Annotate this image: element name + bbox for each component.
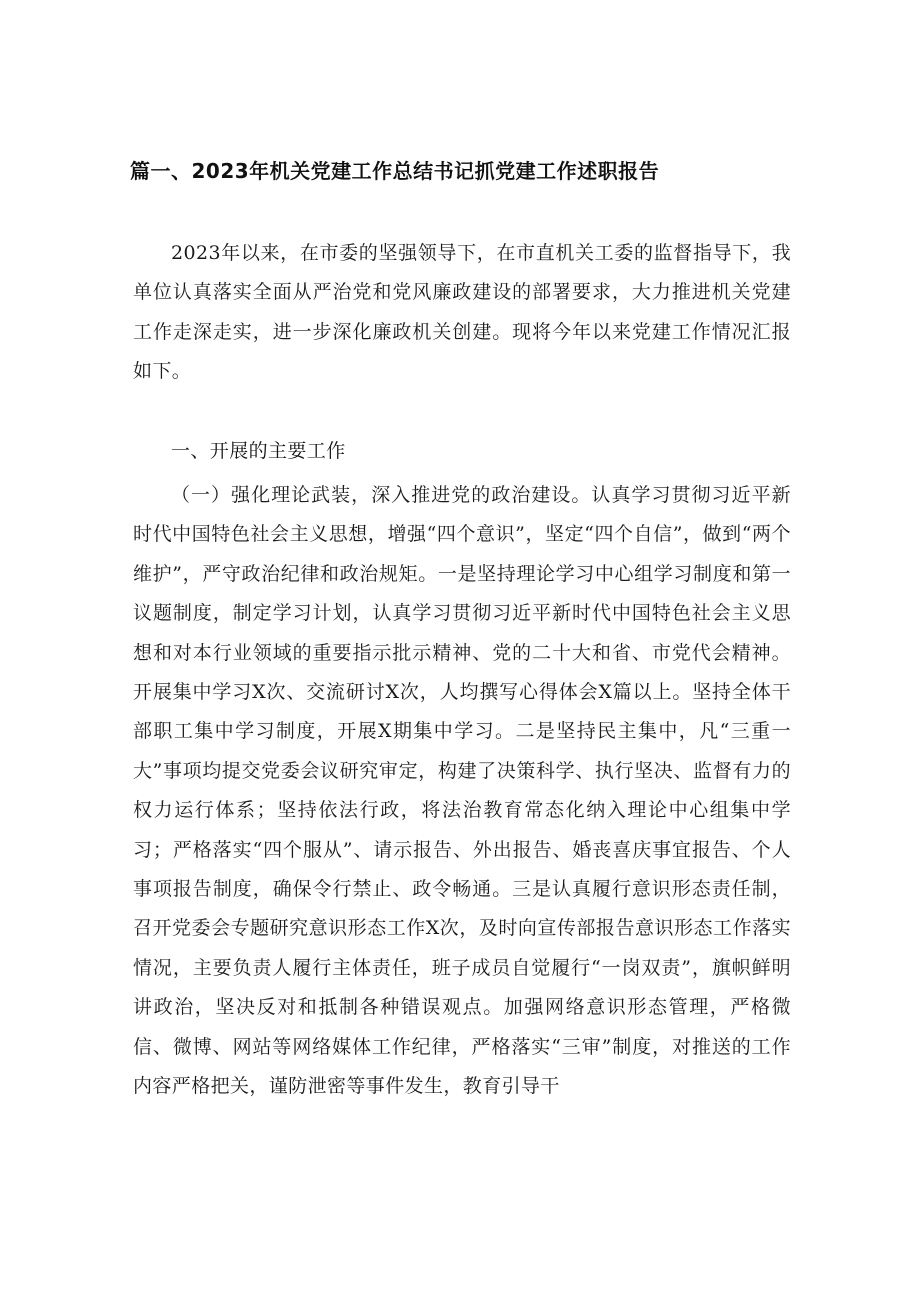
section-heading: 一、开展的主要工作 — [171, 440, 346, 462]
document-title: 篇一、2023年机关党建工作总结书记抓党建工作述职报告 — [130, 159, 660, 183]
section-body — [133, 476, 791, 1107]
intro-paragraph: 2023年以来，在市委的坚强领导下，在市直机关工委的监督指导下，我单位认真落实全面从严治党和党风廉政建设的部署要求，大力推进机关党建工作走深走实，进一步深化廉政机关创建。现将今年以来党建工作情况汇报如下。 — [133, 242, 791, 383]
intro-block — [133, 234, 791, 392]
section-paragraph: （一）强化理论武装，深入推进党的政治建设。认真学习贯彻习近平新时代中国特色社会主义思想，增强“四个意识”，坚定“四个自信”，做到“两个维护”，严守政治纪律和政治规矩。一是坚持理论学习中心组学习制度和第一议题制度，制定学习计划，认真学习贯彻习近平新时代中国特色社会主义思想和对本行业领域的重要指示批示精神、党的二十大和省、市党代会精神。开展集中学习X次、交流研讨X次，人均撰写心得体会X篇以上。坚持全体干部职工集中学习制度，开展X期集中学习。二是坚持民主集中，凡“三重一大”事项均提交党委会议研究审定，构建了决策科学、执行坚决、监督有力的权力运行体系；坚持依法行政，将法治教育常态化纳入理论中心组集中学习；严格落实“四个服从”、请示报告、外出报告、婚丧喜庆事宜报告、个人事项报告制度，确保令行禁止、政令畅通。三是认真履行意识形态责任制，召开党委会专题研究意识形态工作X次，及时向宣传部报告意识形态工作落实情况，主要负责人履行主体责任，班子成员自觉履行“一岗双责”，旗帜鲜明讲政治，坚决反对和抵制各种错误观点。加强网络意识形态管理，严格微信、微博、网站等网络媒体工作纪律，严格落实“三审”制度，对推送的工作内容严格把关，谨防泄密等事件发生，教育引导干 — [133, 484, 791, 1098]
